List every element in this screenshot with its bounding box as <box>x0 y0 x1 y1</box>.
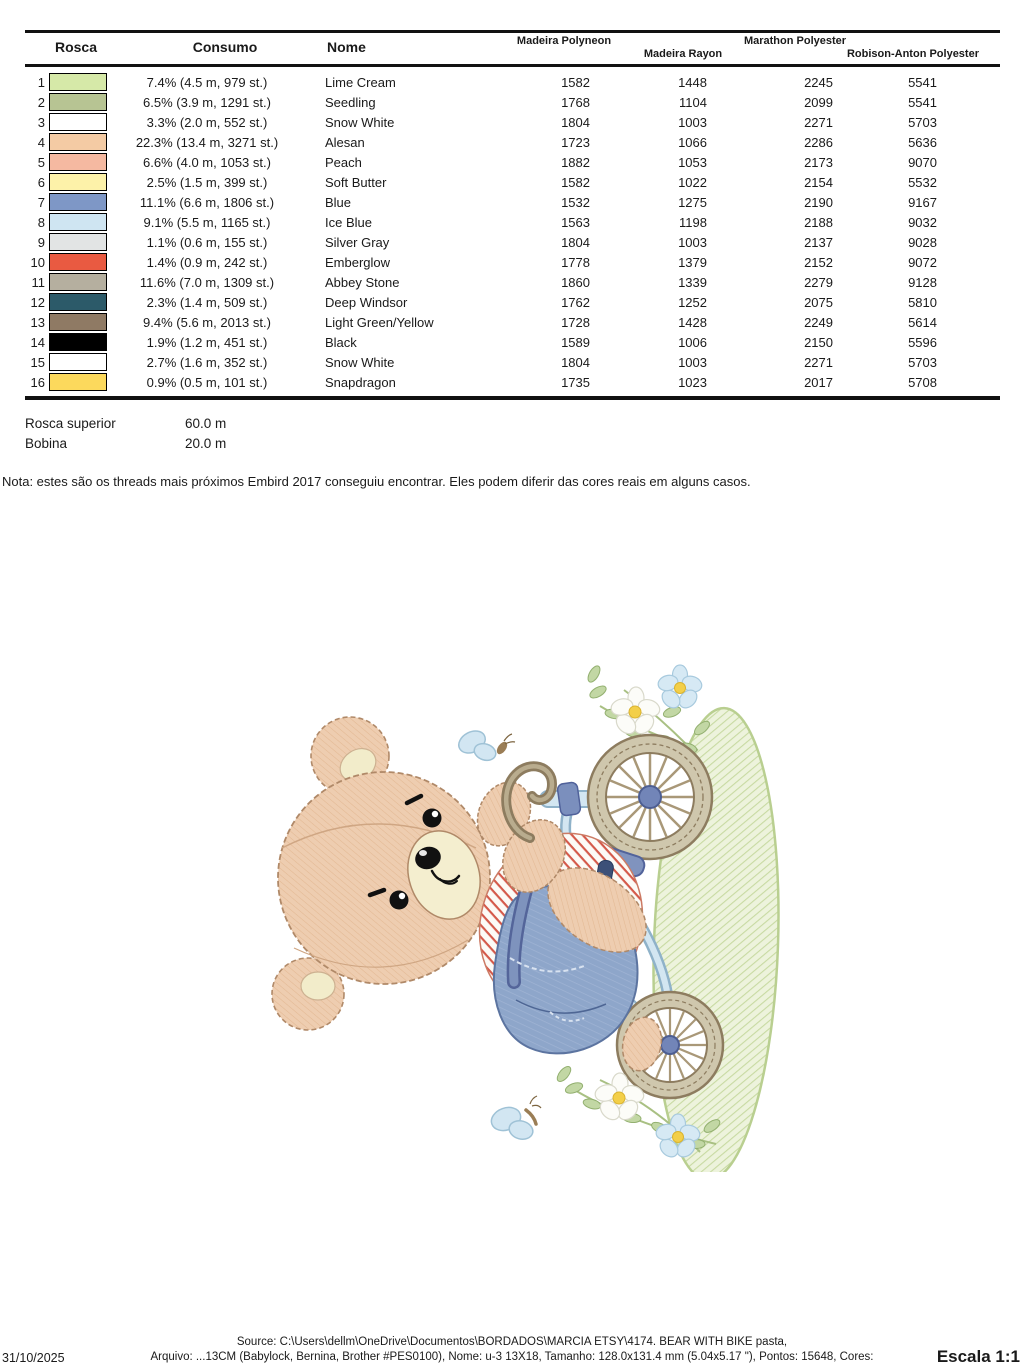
marathon-polyester-code: 2152 <box>804 254 833 270</box>
madeira-polyneon-code: 1804 <box>561 354 590 370</box>
thread-name: Snow White <box>325 114 395 130</box>
thread-name: Deep Windsor <box>325 294 408 310</box>
row-number: 13 <box>30 314 45 330</box>
header-consumo: Consumo <box>192 39 258 55</box>
madeira-rayon-code: 1003 <box>678 114 707 130</box>
color-swatch <box>49 193 107 211</box>
color-swatch <box>49 333 107 351</box>
swatch-cell <box>45 333 107 351</box>
color-swatch <box>49 133 107 151</box>
row-number: 3 <box>37 114 45 130</box>
swatch-cell <box>45 133 107 151</box>
robison-anton-code: 9128 <box>908 274 937 290</box>
thread-name: Peach <box>325 154 362 170</box>
madeira-rayon-code: 1003 <box>678 354 707 370</box>
thread-name: Silver Gray <box>325 234 390 250</box>
table-header <box>25 33 1000 64</box>
swatch-cell <box>45 233 107 251</box>
color-swatch <box>49 313 107 331</box>
madeira-rayon-code: 1066 <box>678 134 707 150</box>
robison-anton-code: 5596 <box>908 334 937 350</box>
madeira-polyneon-code: 1728 <box>561 314 590 330</box>
color-swatch <box>49 273 107 291</box>
table-row <box>25 292 1000 312</box>
bobbin-value: 20.0 m <box>185 435 227 451</box>
swatch-cell <box>45 253 107 271</box>
table-row <box>25 312 1000 332</box>
robison-anton-code: 5541 <box>908 74 937 90</box>
thread-name: Ice Blue <box>325 214 372 230</box>
marathon-polyester-code: 2017 <box>804 374 833 390</box>
front-hub <box>639 786 661 808</box>
robison-anton-code: 5703 <box>908 354 937 370</box>
table-row <box>25 192 1000 212</box>
robison-anton-code: 5810 <box>908 294 937 310</box>
marathon-polyester-code: 2173 <box>804 154 833 170</box>
eye-left <box>390 891 409 910</box>
table-row <box>25 372 1000 392</box>
marathon-polyester-code: 2245 <box>804 74 833 90</box>
table-row <box>25 352 1000 372</box>
consumo-value: 6.5% (3.9 m, 1291 st.) <box>143 94 271 110</box>
madeira-rayon-code: 1339 <box>678 274 707 290</box>
madeira-polyneon-code: 1589 <box>561 334 590 350</box>
madeira-rayon-code: 1448 <box>678 74 707 90</box>
row-number: 7 <box>37 194 45 210</box>
marathon-polyester-code: 2249 <box>804 314 833 330</box>
color-swatch <box>49 373 107 391</box>
madeira-rayon-code: 1252 <box>678 294 707 310</box>
summary-row-bobbin <box>25 433 226 453</box>
thread-summary <box>25 413 226 453</box>
blue-flower-top <box>656 665 704 711</box>
header-nome: Nome <box>327 39 366 55</box>
note-text: Nota: estes são os threads mais próximos Embird 2017 conseguiu encontrar. Eles podem diferir das cores reais em alguns casos. <box>2 474 751 489</box>
madeira-polyneon-code: 1860 <box>561 274 590 290</box>
marathon-polyester-code: 2190 <box>804 194 833 210</box>
madeira-rayon-code: 1006 <box>678 334 707 350</box>
color-swatch <box>49 93 107 111</box>
consumo-value: 11.6% (7.0 m, 1309 st.) <box>139 274 275 290</box>
madeira-rayon-code: 1022 <box>678 174 707 190</box>
thread-name: Soft Butter <box>325 174 387 190</box>
robison-anton-code: 5532 <box>908 174 937 190</box>
swatch-cell <box>45 213 107 231</box>
thread-name: Abbey Stone <box>325 274 400 290</box>
swatch-cell <box>45 113 107 131</box>
table-row <box>25 112 1000 132</box>
madeira-rayon-code: 1275 <box>678 194 707 210</box>
thread-name: Light Green/Yellow <box>325 314 434 330</box>
table-row <box>25 92 1000 112</box>
robison-anton-code: 9032 <box>908 214 937 230</box>
header-marathon-polyester: Marathon Polyester <box>743 35 847 47</box>
table-row <box>25 132 1000 152</box>
thread-name: Alesan <box>325 134 365 150</box>
thread-name: Black <box>325 334 357 350</box>
row-number: 14 <box>30 334 45 350</box>
row-number: 10 <box>30 254 45 270</box>
table-bottom-border <box>25 396 1000 400</box>
rear-hub <box>661 1036 679 1054</box>
madeira-polyneon-code: 1563 <box>561 214 590 230</box>
consumo-value: 1.4% (0.9 m, 242 st.) <box>146 254 268 270</box>
madeira-rayon-code: 1053 <box>678 154 707 170</box>
footer-source-line: Source: C:\Users\dellm\OneDrive\Documentos\BORDADOS\MARCIA ETSY\4174. BEAR WITH BIKE pasta, <box>236 1336 788 1348</box>
thread-table-body <box>25 67 1000 396</box>
swatch-cell <box>45 93 107 111</box>
madeira-rayon-code: 1023 <box>678 374 707 390</box>
madeira-polyneon-code: 1723 <box>561 134 590 150</box>
row-number: 12 <box>30 294 45 310</box>
color-swatch <box>49 73 107 91</box>
marathon-polyester-code: 2150 <box>804 334 833 350</box>
eye-right <box>423 809 442 828</box>
consumo-value: 6.6% (4.0 m, 1053 st.) <box>143 154 271 170</box>
color-swatch <box>49 173 107 191</box>
header-madeira-polyneon: Madeira Polyneon <box>516 35 612 47</box>
consumo-value: 2.3% (1.4 m, 509 st.) <box>146 294 268 310</box>
table-row <box>25 232 1000 252</box>
row-number: 11 <box>31 274 45 290</box>
bobbin-label: Bobina <box>25 435 68 451</box>
color-swatch <box>49 213 107 231</box>
swatch-cell <box>45 293 107 311</box>
madeira-rayon-code: 1198 <box>679 214 707 230</box>
madeira-rayon-code: 1104 <box>679 94 707 110</box>
madeira-polyneon-code: 1804 <box>561 114 590 130</box>
color-swatch <box>49 153 107 171</box>
consumo-value: 22.3% (13.4 m, 3271 st.) <box>135 134 279 150</box>
table-row <box>25 252 1000 272</box>
marathon-polyester-code: 2271 <box>804 354 833 370</box>
butterfly-top <box>455 727 515 763</box>
madeira-polyneon-code: 1582 <box>561 74 590 90</box>
thread-name: Lime Cream <box>325 74 396 90</box>
marathon-polyester-code: 2188 <box>804 214 833 230</box>
consumo-value: 1.9% (1.2 m, 451 st.) <box>146 334 268 350</box>
table-row <box>25 72 1000 92</box>
header-rosca: Rosca <box>54 39 98 55</box>
row-number: 5 <box>37 154 45 170</box>
marathon-polyester-code: 2271 <box>804 114 833 130</box>
white-flower-top <box>609 687 662 737</box>
madeira-polyneon-code: 1882 <box>561 154 590 170</box>
marathon-polyester-code: 2137 <box>804 234 833 250</box>
madeira-rayon-code: 1428 <box>678 314 707 330</box>
swatch-cell <box>45 153 107 171</box>
summary-row-upper-thread <box>25 413 226 433</box>
consumo-value: 9.1% (5.5 m, 1165 st.) <box>143 214 271 230</box>
table-row <box>25 212 1000 232</box>
page-footer <box>0 1336 1024 1369</box>
footer-file-line: Arquivo: ...13CM (Babylock, Bernina, Brother #PES0100), Nome: u-3 13X18, Tamanho: 128.0x131.4 mm (5.04x5.17 "), Pontos: 15648, Cores: <box>150 1351 874 1363</box>
madeira-rayon-code: 1379 <box>678 254 707 270</box>
consumo-value: 1.1% (0.6 m, 155 st.) <box>146 234 268 250</box>
robison-anton-code: 5708 <box>908 374 937 390</box>
madeira-polyneon-code: 1735 <box>561 374 590 390</box>
table-row <box>25 152 1000 172</box>
embroidery-design-bear-with-bike <box>264 652 784 1172</box>
marathon-polyester-code: 2075 <box>804 294 833 310</box>
row-number: 15 <box>30 354 45 370</box>
stem-clamp <box>557 782 581 816</box>
marathon-polyester-code: 2099 <box>804 94 833 110</box>
marathon-polyester-code: 2154 <box>804 174 833 190</box>
robison-anton-code: 9070 <box>908 154 937 170</box>
upper-thread-value: 60.0 m <box>185 415 227 431</box>
swatch-cell <box>45 273 107 291</box>
swatch-cell <box>45 73 107 91</box>
row-number: 6 <box>37 174 45 190</box>
upper-thread-label: Rosca superior <box>25 415 116 431</box>
robison-anton-code: 5614 <box>908 314 937 330</box>
thread-name: Blue <box>325 194 352 210</box>
consumo-value: 0.9% (0.5 m, 101 st.) <box>146 374 268 390</box>
consumo-value: 2.5% (1.5 m, 399 st.) <box>146 174 268 190</box>
row-number: 4 <box>37 134 45 150</box>
table-row <box>25 272 1000 292</box>
color-swatch <box>49 113 107 131</box>
madeira-polyneon-code: 1778 <box>561 254 590 270</box>
row-number: 1 <box>37 74 45 90</box>
consumo-value: 2.7% (1.6 m, 352 st.) <box>146 354 268 370</box>
robison-anton-code: 9167 <box>908 194 937 210</box>
marathon-polyester-code: 2279 <box>804 274 833 290</box>
swatch-cell <box>45 353 107 371</box>
swatch-cell <box>45 193 107 211</box>
thread-name: Snow White <box>325 354 395 370</box>
table-row <box>25 172 1000 192</box>
robison-anton-code: 9028 <box>908 234 937 250</box>
row-number: 8 <box>37 214 45 230</box>
color-swatch <box>49 293 107 311</box>
row-number: 2 <box>37 94 45 110</box>
madeira-polyneon-code: 1762 <box>561 294 590 310</box>
header-robison-anton-polyester: Robison-Anton Polyester <box>846 48 979 60</box>
row-number: 16 <box>30 374 45 390</box>
consumo-value: 11.1% (6.6 m, 1806 st.) <box>139 194 275 210</box>
robison-anton-code: 5541 <box>908 94 937 110</box>
madeira-rayon-code: 1003 <box>678 234 707 250</box>
row-number: 9 <box>37 234 45 250</box>
thread-name: Snapdragon <box>325 374 396 390</box>
table-row <box>25 332 1000 352</box>
color-swatch <box>49 233 107 251</box>
consumo-value: 9.4% (5.6 m, 2013 st.) <box>143 314 271 330</box>
thread-name: Emberglow <box>325 254 391 270</box>
front-wheel <box>588 735 712 859</box>
swatch-cell <box>45 173 107 191</box>
color-swatch <box>49 353 107 371</box>
header-madeira-rayon: Madeira Rayon <box>643 48 723 60</box>
butterfly-bottom <box>488 1096 541 1142</box>
color-swatch <box>49 253 107 271</box>
consumo-value: 3.3% (2.0 m, 552 st.) <box>146 114 268 130</box>
robison-anton-code: 5636 <box>908 134 937 150</box>
footer-scale: Escala 1:1 <box>936 1347 1020 1366</box>
footer-date: 31/10/2025 <box>2 1351 65 1365</box>
swatch-cell <box>45 373 107 391</box>
robison-anton-code: 5703 <box>908 114 937 130</box>
madeira-polyneon-code: 1532 <box>561 194 590 210</box>
robison-anton-code: 9072 <box>908 254 937 270</box>
marathon-polyester-code: 2286 <box>804 134 833 150</box>
madeira-polyneon-code: 1768 <box>561 94 590 110</box>
swatch-cell <box>45 313 107 331</box>
madeira-polyneon-code: 1804 <box>561 234 590 250</box>
thread-name: Seedling <box>325 94 376 110</box>
madeira-polyneon-code: 1582 <box>561 174 590 190</box>
consumo-value: 7.4% (4.5 m, 979 st.) <box>146 74 268 90</box>
thread-table <box>25 30 1000 400</box>
